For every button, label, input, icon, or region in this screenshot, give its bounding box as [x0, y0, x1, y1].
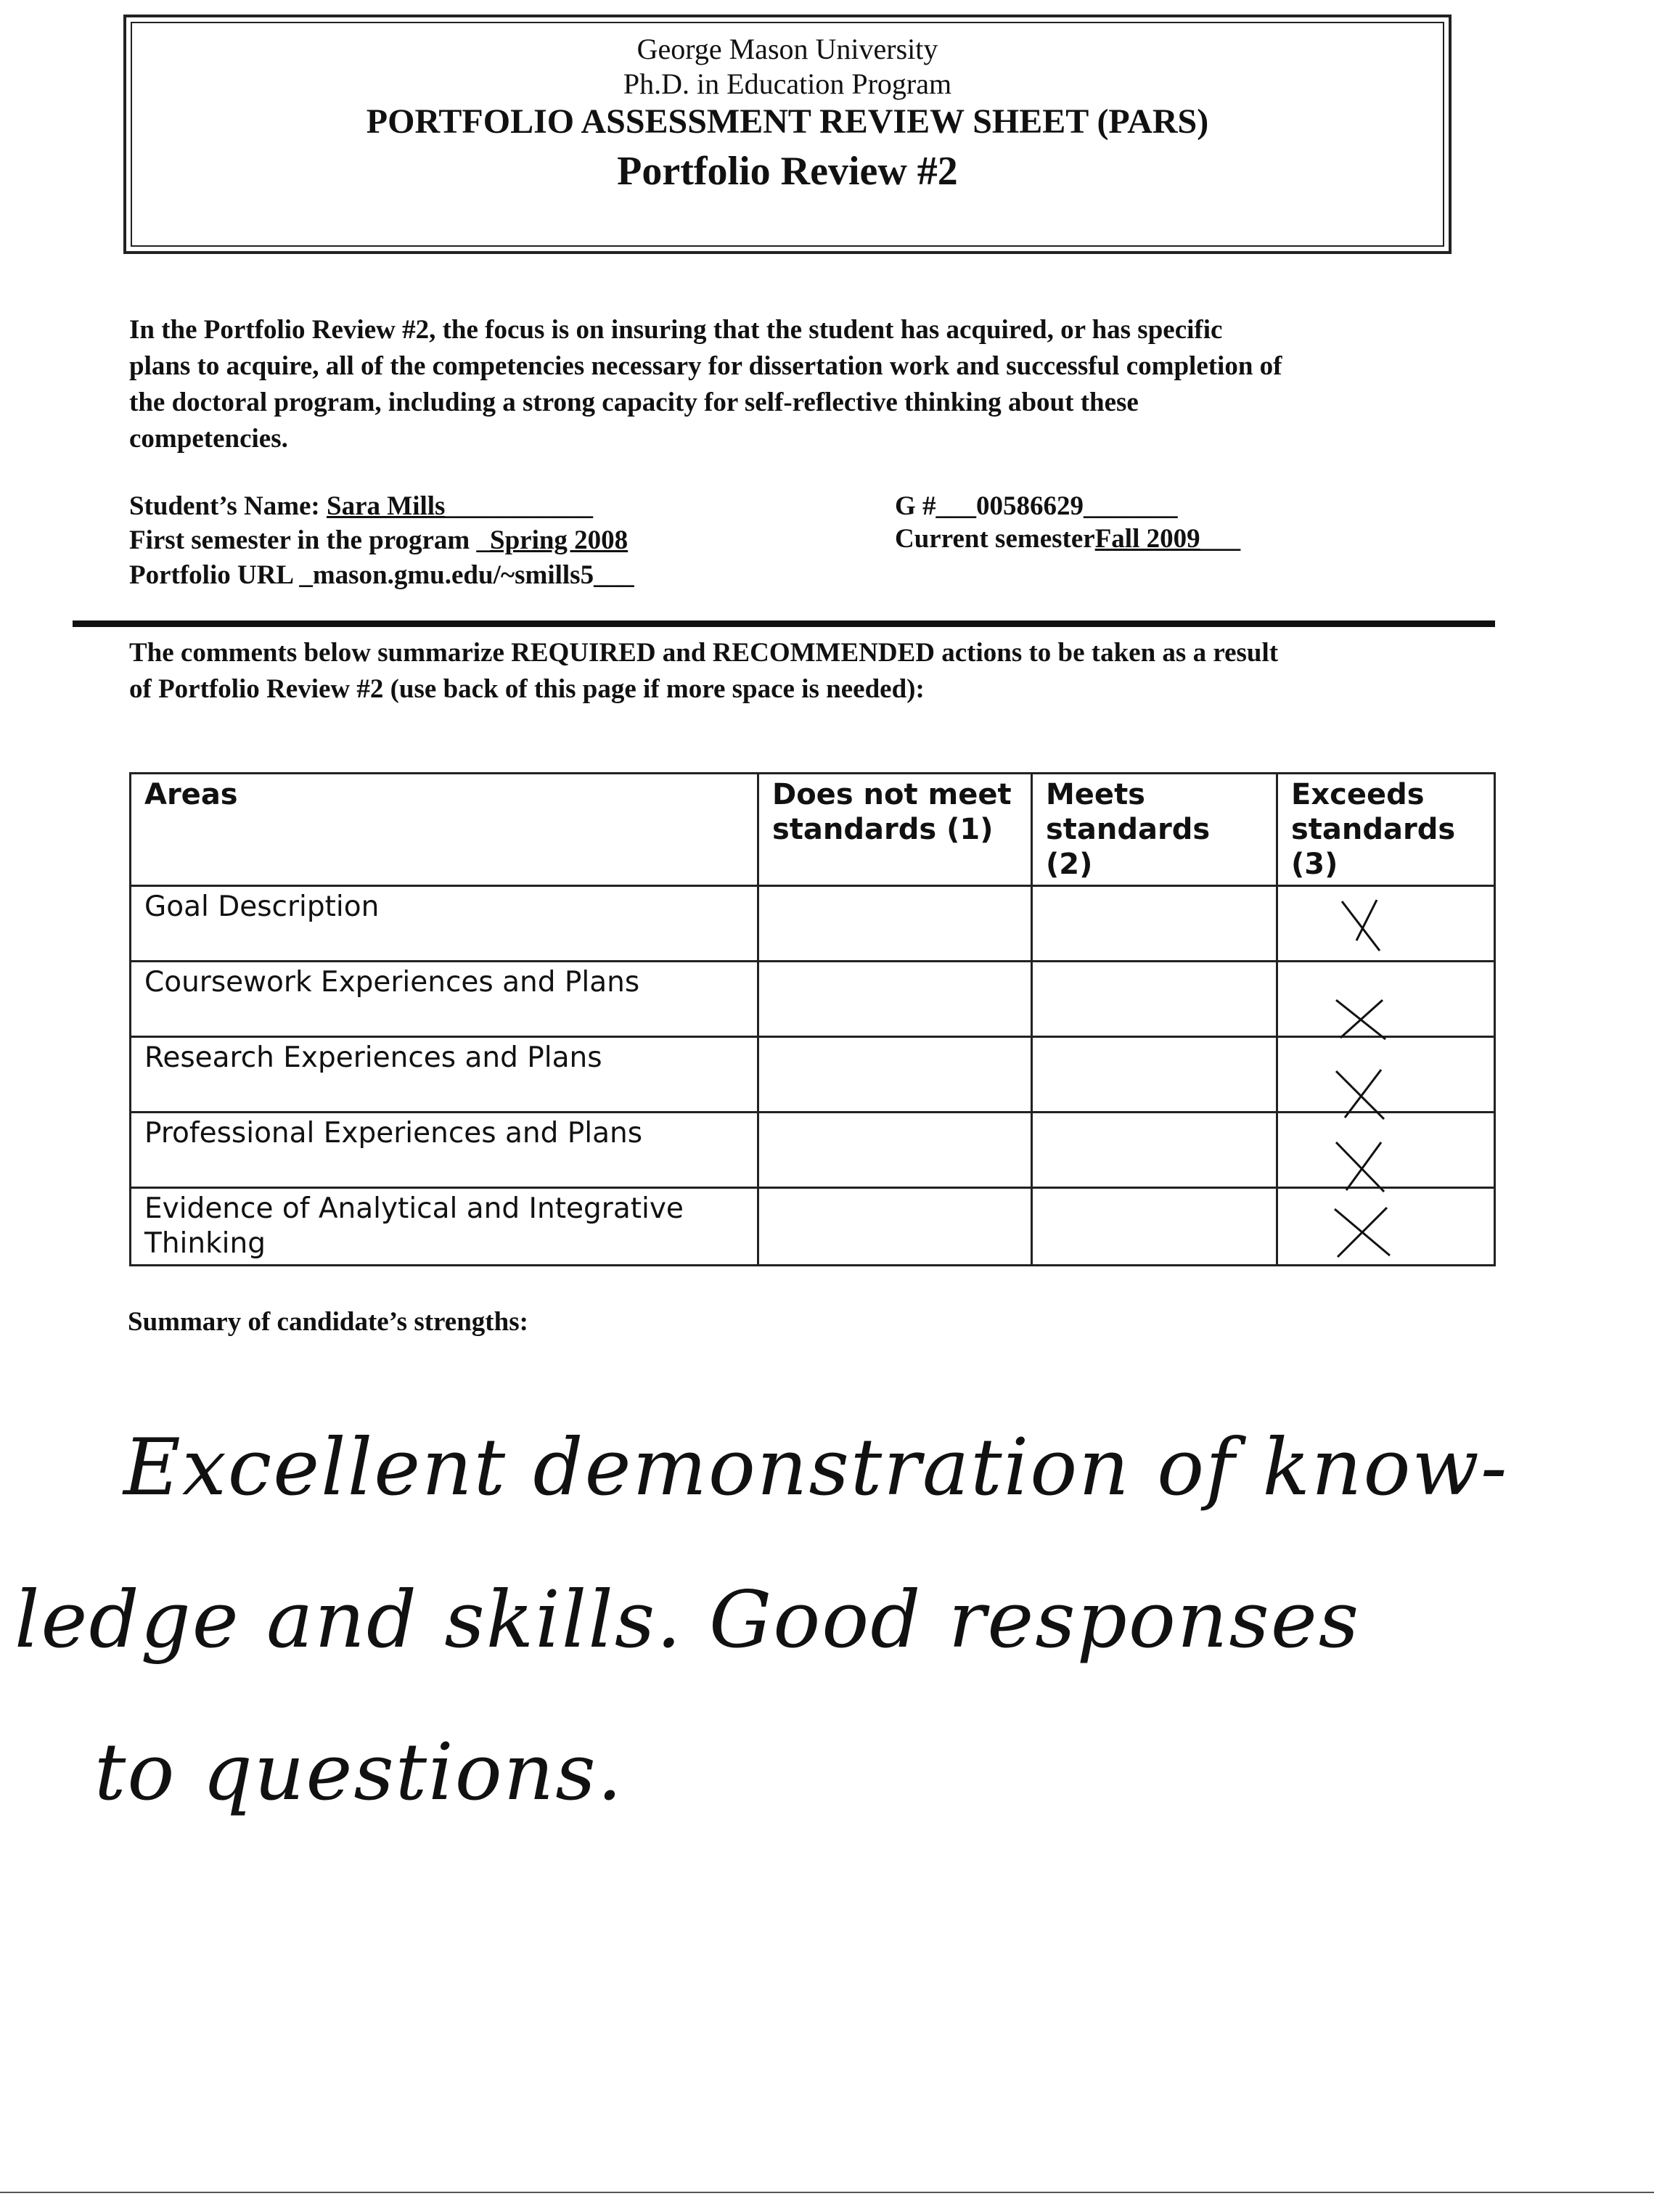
intro-paragraph	[129, 312, 1472, 457]
area-cell: Evidence of Analytical and Integrative Thinking	[131, 1188, 758, 1266]
table-row	[131, 1037, 1495, 1113]
summary-label: Summary of candidate’s strengths:	[128, 1307, 528, 1337]
table-row	[131, 1188, 1495, 1266]
rating-cell-3	[1277, 886, 1495, 962]
rating-cell-3	[1277, 1113, 1495, 1188]
handwritten-comment-line: Excellent demonstration of know-	[123, 1422, 1509, 1513]
review-title: Portfolio Review #2	[617, 149, 958, 194]
table-row	[131, 886, 1495, 962]
rating-cell-1	[758, 1037, 1032, 1113]
form-title: PORTFOLIO ASSESSMENT REVIEW SHEET (PARS)	[366, 102, 1209, 141]
first-semester-label: First semester in the program	[129, 525, 470, 555]
comments-line: The comments below summarize REQUIRED and RECOMMENDED actions to be taken as a result	[129, 638, 1279, 668]
area-cell: Research Experiences and Plans	[131, 1037, 758, 1113]
rating-cell-2	[1032, 1113, 1277, 1188]
header-areas: Areas	[131, 774, 758, 886]
current-semester-field: Current semesterFall 2009___	[895, 524, 1241, 554]
table-header-row	[131, 774, 1495, 886]
current-semester-label: Current semester	[895, 524, 1095, 554]
g-number-label: G #	[895, 491, 936, 521]
student-name-value: Sara Mills	[327, 491, 446, 521]
rating-cell-1	[758, 886, 1032, 962]
student-name-field: Student’s Name: Sara Mills___________	[129, 491, 593, 521]
university-name: George Mason University	[636, 33, 938, 65]
header-does-not-meet: Does not meet standards (1)	[758, 774, 1032, 886]
portfolio-url-value: mason.gmu.edu/~smills5	[312, 560, 594, 590]
area-cell: Coursework Experiences and Plans	[131, 962, 758, 1037]
header-box	[123, 15, 1452, 254]
check-x-mark	[1329, 1205, 1394, 1263]
portfolio-url-field: Portfolio URL _mason.gmu.edu/~smills5___	[129, 560, 634, 590]
student-name-label: Student’s Name:	[129, 491, 320, 521]
handwritten-comment-line: to questions.	[94, 1727, 624, 1818]
g-number-field: G #___00586629_______	[895, 491, 1178, 521]
section-divider	[73, 620, 1495, 627]
check-x-mark	[1329, 897, 1394, 955]
rating-cell-2	[1032, 1188, 1277, 1266]
header-exceeds: Exceeds standards (3)	[1277, 774, 1495, 886]
area-cell: Goal Description	[131, 886, 758, 962]
first-semester-field: First semester in the program _Spring 2008	[129, 525, 629, 555]
comments-instructions	[129, 635, 1278, 708]
intro-line: the doctoral program, including a strong capacity for self-reflective thinking about these	[129, 388, 1139, 417]
page-edge-line	[0, 2192, 1654, 2193]
rating-cell-1	[758, 962, 1032, 1037]
rating-cell-1	[758, 1113, 1032, 1188]
g-number-value: 00586629	[976, 491, 1084, 521]
rating-cell-3	[1277, 1188, 1495, 1266]
intro-line: plans to acquire, all of the competencies necessary for dissertation work and successful completion of	[129, 351, 1282, 381]
header-inner-border	[131, 22, 1444, 247]
first-semester-value: Spring 2008	[490, 525, 629, 555]
intro-line: competencies.	[129, 424, 288, 454]
intro-line: In the Portfolio Review #2, the focus is on insuring that the student has acquired, or has specific	[129, 315, 1223, 345]
header-meets: Meets standards (2)	[1032, 774, 1277, 886]
comments-line: of Portfolio Review #2 (use back of this page if more space is needed):	[129, 674, 925, 704]
table-row	[131, 962, 1495, 1037]
rating-cell-2	[1032, 962, 1277, 1037]
table-row	[131, 1113, 1495, 1188]
program-name: Ph.D. in Education Program	[623, 67, 952, 100]
rating-cell-2	[1032, 1037, 1277, 1113]
assessment-table	[129, 772, 1496, 1266]
portfolio-url-label: Portfolio URL	[129, 560, 293, 590]
current-semester-value: Fall 2009	[1094, 524, 1200, 554]
rating-cell-3	[1277, 962, 1495, 1037]
area-cell: Professional Experiences and Plans	[131, 1113, 758, 1188]
rating-cell-2	[1032, 886, 1277, 962]
rating-cell-3	[1277, 1037, 1495, 1113]
rating-cell-1	[758, 1188, 1032, 1266]
handwritten-comment-line: ledge and skills. Good responses	[15, 1575, 1361, 1666]
